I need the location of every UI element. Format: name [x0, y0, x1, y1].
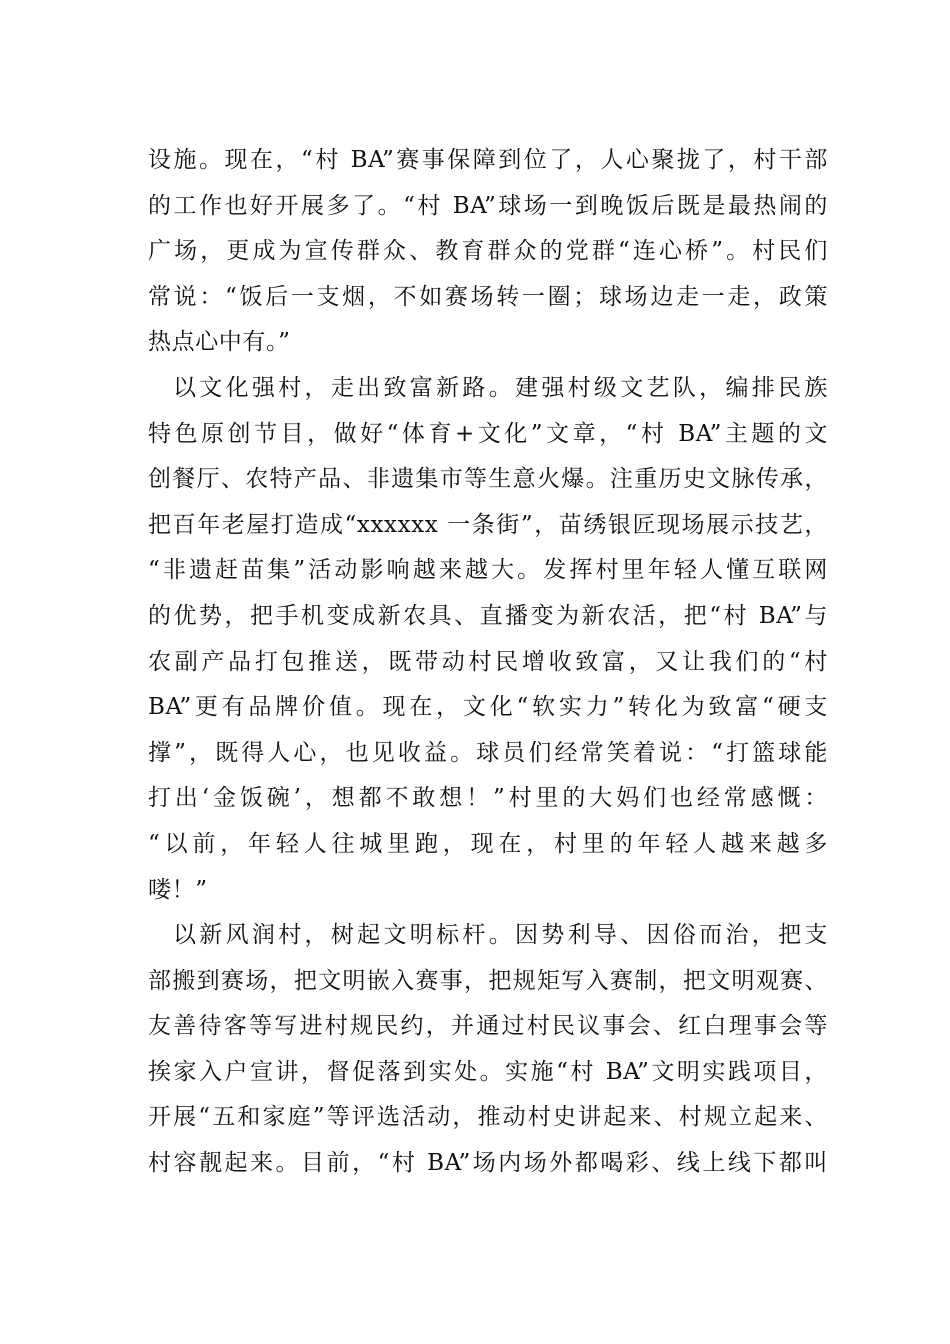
text-line: 的优势，把手机变成新农具、直播变为新农活，把“村 BA”与: [148, 602, 828, 629]
text-line: 广场，更成为宣传群众、教育群众的党群“连心桥”。村民们: [148, 238, 828, 265]
text-line: 农副产品打包推送，既带动村民增收致富，又让我们的“村: [148, 648, 828, 675]
text-line: 打出‘金饭碗’，想都不敢想！”村里的大妈们也经常感慨：: [148, 785, 828, 812]
text-line: 友善待客等写进村规民约，并通过村民议事会、红白理事会等: [148, 1013, 828, 1040]
text-line: 特色原创节目，做好“体育+文化”文章，“村 BA”主题的文: [148, 420, 828, 447]
text-line: 热点心中有。”: [148, 329, 291, 356]
text-line: 挨家入户宣讲，督促落到实处。实施“村 BA”文明实践项目，: [148, 1058, 828, 1085]
text-line: BA”更有品牌价值。现在，文化“软实力”转化为致富“硬支: [148, 694, 828, 721]
body-text: [148, 138, 828, 1187]
text-line: 创餐厅、农特产品、非遗集市等生意火爆。注重历史文脉传承，: [148, 466, 828, 493]
text-line: “以前，年轻人往城里跑，现在，村里的年轻人越来越多: [148, 830, 828, 857]
paragraph-start-line: 以新风润村，树起文明标杆。因势利导、因俗而治，把支: [173, 922, 828, 949]
text-line: 部搬到赛场，把文明嵌入赛事，把规矩写入赛制，把文明观赛、: [148, 967, 828, 994]
text-line: 的工作也好开展多了。“村 BA”球场一到晚饭后既是最热闹的: [148, 192, 828, 219]
text-line: 常说：“饭后一支烟，不如赛场转一圈；球场边走一走，政策: [148, 283, 828, 310]
text-line: 设施。现在，“村 BA”赛事保障到位了，人心聚拢了，村干部: [148, 147, 828, 173]
text-line: 开展“五和家庭”等评选活动，推动村史讲起来、村规立起来、: [148, 1104, 828, 1131]
text-line: “非遗赶苗集”活动影响越来越大。发挥村里年轻人懂互联网: [148, 557, 828, 584]
text-line: 撑”，既得人心，也见收益。球员们经常笑着说：“打篮球能: [148, 739, 828, 766]
text-line: 喽！”: [148, 876, 208, 903]
paragraph-start-line: 以文化强村，走出致富新路。建强村级文艺队，编排民族: [173, 374, 828, 401]
text-line: 村容靓起来。目前，“村 BA”场内场外都喝彩、线上线下都叫: [148, 1150, 828, 1177]
text-line: 把百年老屋打造成“xxxxxx 一条街”，苗绣银匠现场展示技艺，: [148, 511, 828, 538]
